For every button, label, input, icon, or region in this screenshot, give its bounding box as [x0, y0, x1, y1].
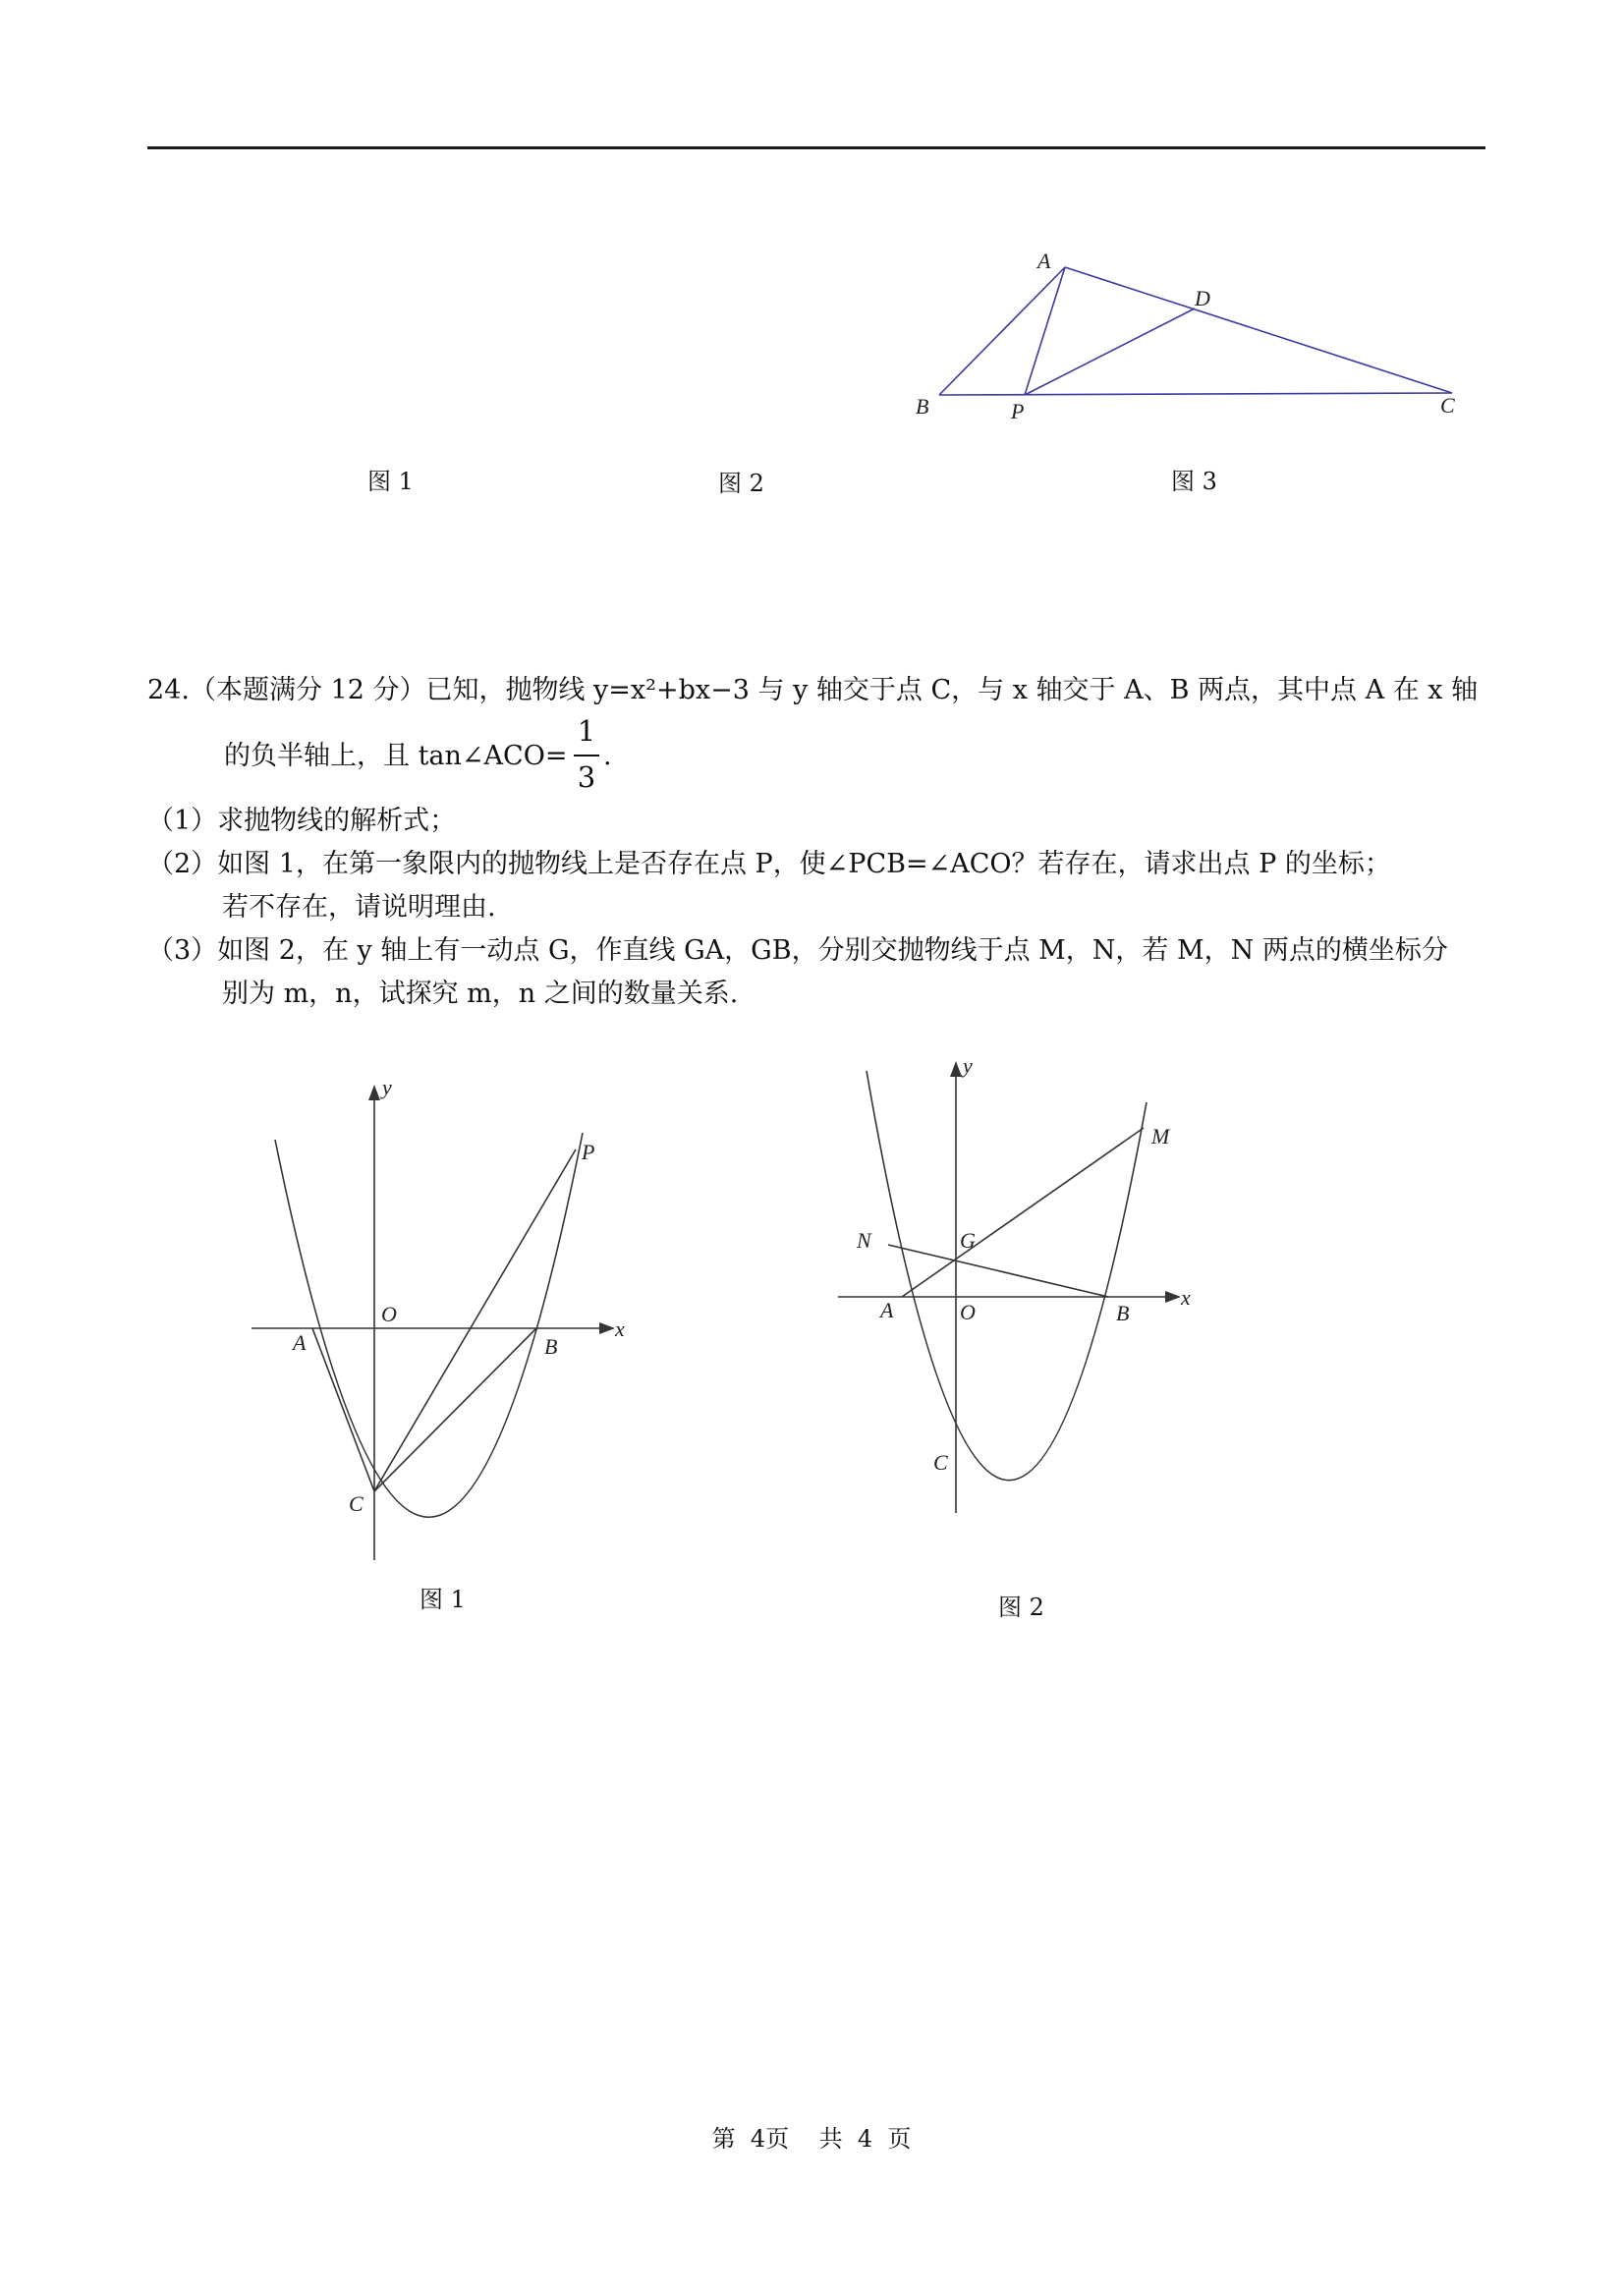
fig3-label-d: D: [1195, 286, 1210, 310]
g1-label-b: B: [544, 1334, 558, 1359]
g2-label-y: y: [963, 1053, 973, 1078]
question-part-1: （1）求抛物线的解析式；: [147, 806, 457, 836]
g2-label-o: O: [960, 1300, 976, 1324]
question-line-2-text: 的负半轴上，且 tan∠ACO=: [224, 741, 568, 771]
g2-label-n: N: [857, 1228, 871, 1253]
fig3-label-p: P: [1011, 399, 1025, 423]
question-part-2a: （2）如图 1，在第一象限内的抛物线上是否存在点 P，使∠PCB=∠ACO？若存在，请求出点 P 的坐标；: [147, 849, 1391, 879]
g1-label-y: y: [382, 1075, 392, 1099]
g2-label-a: A: [880, 1298, 894, 1322]
g2-label-g: G: [960, 1228, 976, 1253]
g1-label-c: C: [349, 1491, 364, 1516]
question-part-3a: （3）如图 2，在 y 轴上有一动点 G，作直线 GA，GB，分别交抛物线于点 M，N，若 M，N 两点的横坐标分: [147, 935, 1448, 966]
g2-parabola: [867, 1071, 1147, 1481]
g2-label-x: x: [1181, 1285, 1191, 1310]
top-caption-fig2: 图 2: [718, 470, 764, 497]
g1-label-x: x: [615, 1316, 625, 1341]
question-part-3b: 别为 m，n，试探究 m，n 之间的数量关系.: [222, 979, 739, 1009]
g2-label-m: M: [1151, 1124, 1170, 1148]
g2-x-arrow-icon: [1165, 1291, 1181, 1303]
question-line-2-period: .: [603, 741, 612, 771]
top-caption-fig1: 图 1: [367, 468, 414, 495]
page-footer: 第 4页 共 4 页: [711, 2125, 912, 2153]
fig3-label-c: C: [1440, 393, 1455, 418]
g1-label-o: O: [381, 1302, 397, 1326]
fig3-label-b: B: [916, 394, 929, 419]
g2-label-c: C: [933, 1450, 948, 1475]
g1-label-p: P: [582, 1140, 595, 1164]
g2-segment-am: [902, 1128, 1144, 1297]
g1-label-a: A: [293, 1330, 307, 1355]
fraction-denominator: 3: [577, 760, 596, 794]
question-part-2b: 若不存在，请说明理由.: [222, 892, 496, 923]
top-caption-fig3: 图 3: [1171, 468, 1217, 495]
fraction-numerator: 1: [577, 714, 596, 748]
fig3-label-a: A: [1037, 249, 1051, 273]
graph-2-caption: 图 2: [998, 1594, 1044, 1621]
g2-y-arrow-icon: [950, 1061, 962, 1077]
g2-label-b: B: [1116, 1301, 1130, 1325]
g2-segment-nb: [888, 1245, 1108, 1297]
graph-1-caption: 图 1: [420, 1586, 466, 1613]
question-line-1: 24.（本题满分 12 分）已知，抛物线 y=x²+bx−3 与 y 轴交于点 C，与 x 轴交于 A、B 两点，其中点 A 在 x 轴: [147, 675, 1479, 705]
